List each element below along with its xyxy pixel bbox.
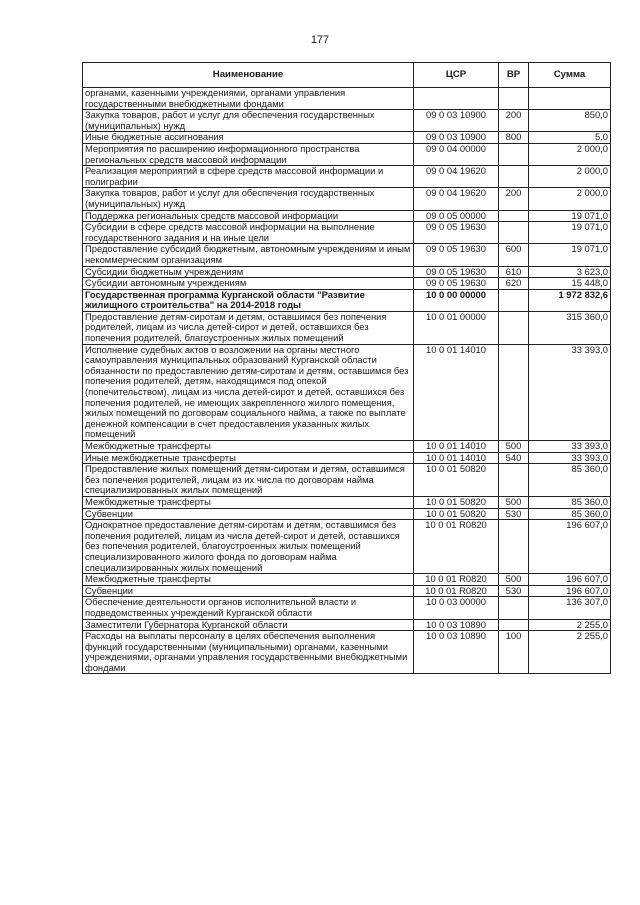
cell-sum: 85 360,0 bbox=[529, 464, 611, 497]
table-row bbox=[83, 266, 611, 278]
table-row bbox=[83, 597, 611, 619]
cell-csr: 09 0 05 19630 bbox=[414, 222, 499, 244]
header-name: Наименование bbox=[83, 63, 414, 88]
page-number: 177 bbox=[310, 34, 330, 46]
cell-vr: 100 bbox=[499, 631, 529, 674]
cell-vr: 200 bbox=[499, 188, 529, 210]
cell-sum: 136 307,0 bbox=[529, 597, 611, 619]
table-row bbox=[83, 311, 611, 344]
cell-csr: 10 0 01 R0820 bbox=[414, 574, 499, 586]
cell-csr: 09 0 03 10900 bbox=[414, 110, 499, 132]
cell-sum: 315 360,0 bbox=[529, 311, 611, 344]
cell-vr bbox=[499, 344, 529, 440]
table-row bbox=[83, 452, 611, 464]
cell-sum: 33 393,0 bbox=[529, 344, 611, 440]
cell-name: Поддержка региональных средств массовой информации bbox=[83, 210, 414, 222]
cell-sum: 1 972 832,6 bbox=[529, 289, 611, 311]
table-row bbox=[83, 464, 611, 497]
cell-name: Субвенции bbox=[83, 585, 414, 597]
table-row bbox=[83, 132, 611, 144]
cell-csr: 09 0 04 19620 bbox=[414, 188, 499, 210]
cell-csr: 10 0 03 10890 bbox=[414, 619, 499, 631]
table-row bbox=[83, 344, 611, 440]
cell-name: Иные межбюджетные трансферты bbox=[83, 452, 414, 464]
cell-vr bbox=[499, 210, 529, 222]
cell-csr: 10 0 01 00000 bbox=[414, 311, 499, 344]
cell-vr bbox=[499, 88, 529, 110]
cell-sum: 850,0 bbox=[529, 110, 611, 132]
cell-csr: 09 0 05 19630 bbox=[414, 266, 499, 278]
cell-vr bbox=[499, 222, 529, 244]
cell-name: органами, казенными учреждениями, органами управления государственными внебюджетными фондами bbox=[83, 88, 414, 110]
table-header-row bbox=[83, 63, 611, 88]
cell-name: Расходы на выплаты персоналу в целях обеспечения выполнения функций государственными (муниципальными) органами, казенными учреждениями, органами управления государственными внебюджетными фондами bbox=[83, 631, 414, 674]
cell-sum: 85 360,0 bbox=[529, 496, 611, 508]
cell-vr: 620 bbox=[499, 278, 529, 290]
cell-csr: 10 0 01 14010 bbox=[414, 344, 499, 440]
cell-csr: 10 0 01 R0820 bbox=[414, 585, 499, 597]
cell-vr bbox=[499, 166, 529, 188]
cell-sum: 33 393,0 bbox=[529, 452, 611, 464]
table-row bbox=[83, 244, 611, 266]
table-row bbox=[83, 222, 611, 244]
cell-csr: 10 0 00 00000 bbox=[414, 289, 499, 311]
table-row bbox=[83, 441, 611, 453]
cell-sum bbox=[529, 88, 611, 110]
cell-sum: 15 448,0 bbox=[529, 278, 611, 290]
cell-csr: 10 0 01 14010 bbox=[414, 441, 499, 453]
cell-sum: 5,0 bbox=[529, 132, 611, 144]
cell-sum: 2 000,0 bbox=[529, 166, 611, 188]
cell-csr: 10 0 01 R0820 bbox=[414, 520, 499, 574]
cell-name: Государственная программа Курганской области "Развитие жилищного строительства" на 2014-2018 годы bbox=[83, 289, 414, 311]
table-row bbox=[83, 210, 611, 222]
cell-vr: 530 bbox=[499, 585, 529, 597]
cell-csr: 09 0 05 00000 bbox=[414, 210, 499, 222]
cell-name: Закупка товаров, работ и услуг для обеспечения государственных (муниципальных) нужд bbox=[83, 110, 414, 132]
cell-sum: 2 000,0 bbox=[529, 143, 611, 165]
header-sum: Сумма bbox=[529, 63, 611, 88]
cell-name: Межбюджетные трансферты bbox=[83, 574, 414, 586]
cell-csr bbox=[414, 88, 499, 110]
cell-name: Предоставление субсидий бюджетным, автономным учреждениям и иным некоммерческим организациям bbox=[83, 244, 414, 266]
budget-table bbox=[82, 62, 611, 674]
cell-name: Исполнение судебных актов о возложении на органы местного самоуправления муниципальных образований Курганской области обязанности по предоставлению детям-сиротам и детям, оставшимся без попечения родителей, детям, находящимся под опекой (попечительством), лицам из числа детей-сирот и детей, оставшихся без попечения родителей, не имеющих закрепленного жилого помещения, жилых помещений по договорам социального найма, а также по выплате денежной компенсации в счет предоставления указанных жилых помещений bbox=[83, 344, 414, 440]
table-row bbox=[83, 278, 611, 290]
cell-vr bbox=[499, 464, 529, 497]
cell-name: Реализация мероприятий в сфере средств массовой информации и полиграфии bbox=[83, 166, 414, 188]
header-csr: ЦСР bbox=[414, 63, 499, 88]
cell-name: Межбюджетные трансферты bbox=[83, 441, 414, 453]
table-row bbox=[83, 166, 611, 188]
cell-csr: 10 0 01 50820 bbox=[414, 464, 499, 497]
cell-sum: 85 360,0 bbox=[529, 508, 611, 520]
cell-csr: 10 0 03 00000 bbox=[414, 597, 499, 619]
cell-vr bbox=[499, 289, 529, 311]
cell-sum: 19 071,0 bbox=[529, 244, 611, 266]
cell-vr: 500 bbox=[499, 441, 529, 453]
cell-name: Межбюджетные трансферты bbox=[83, 496, 414, 508]
cell-vr: 540 bbox=[499, 452, 529, 464]
table-row bbox=[83, 88, 611, 110]
table-row bbox=[83, 631, 611, 674]
cell-name: Иные бюджетные ассигнования bbox=[83, 132, 414, 144]
cell-vr: 500 bbox=[499, 496, 529, 508]
table-row bbox=[83, 508, 611, 520]
cell-name: Предоставление детям-сиротам и детям, оставшимся без попечения родителей, лицам из числа детей-сирот и детей, оставшихся без попечения родителей, благоустроенных жилых помещений bbox=[83, 311, 414, 344]
cell-name: Закупка товаров, работ и услуг для обеспечения государственных (муниципальных) нужд bbox=[83, 188, 414, 210]
cell-sum: 2 000,0 bbox=[529, 188, 611, 210]
cell-vr bbox=[499, 619, 529, 631]
cell-name: Однократное предоставление детям-сиротам и детям, оставшимся без попечения родителей, лицам из числа детей-сирот и детей, оставшихся без попечения родителей, благоустроенных жилых помещений специализированного жилого фонда по договорам найма специализированных жилых помещений bbox=[83, 520, 414, 574]
table-row bbox=[83, 143, 611, 165]
table-row bbox=[83, 520, 611, 574]
cell-vr: 800 bbox=[499, 132, 529, 144]
cell-vr bbox=[499, 520, 529, 574]
cell-vr: 600 bbox=[499, 244, 529, 266]
cell-csr: 09 0 05 19630 bbox=[414, 244, 499, 266]
cell-vr bbox=[499, 143, 529, 165]
cell-sum: 196 607,0 bbox=[529, 520, 611, 574]
cell-name: Мероприятия по расширению информационного пространства региональных средств массовой информации bbox=[83, 143, 414, 165]
cell-sum: 33 393,0 bbox=[529, 441, 611, 453]
cell-csr: 10 0 01 50820 bbox=[414, 508, 499, 520]
cell-sum: 19 071,0 bbox=[529, 210, 611, 222]
cell-name: Субсидии в сфере средств массовой информации на выполнение государственного задания и на иные цели bbox=[83, 222, 414, 244]
cell-vr: 610 bbox=[499, 266, 529, 278]
cell-vr: 530 bbox=[499, 508, 529, 520]
cell-name: Субсидии автономным учреждениям bbox=[83, 278, 414, 290]
cell-sum: 2 255,0 bbox=[529, 619, 611, 631]
cell-sum: 196 607,0 bbox=[529, 585, 611, 597]
cell-vr: 500 bbox=[499, 574, 529, 586]
table-row bbox=[83, 289, 611, 311]
cell-name: Субвенции bbox=[83, 508, 414, 520]
table-row bbox=[83, 496, 611, 508]
cell-sum: 3 623,0 bbox=[529, 266, 611, 278]
cell-csr: 09 0 04 19620 bbox=[414, 166, 499, 188]
table-row bbox=[83, 188, 611, 210]
cell-name: Заместители Губернатора Курганской области bbox=[83, 619, 414, 631]
table-row bbox=[83, 585, 611, 597]
table-row bbox=[83, 619, 611, 631]
table-row bbox=[83, 110, 611, 132]
cell-csr: 10 0 03 10890 bbox=[414, 631, 499, 674]
cell-sum: 196 607,0 bbox=[529, 574, 611, 586]
cell-csr: 10 0 01 14010 bbox=[414, 452, 499, 464]
cell-csr: 10 0 01 50820 bbox=[414, 496, 499, 508]
cell-vr: 200 bbox=[499, 110, 529, 132]
cell-sum: 2 255,0 bbox=[529, 631, 611, 674]
cell-name: Обеспечение деятельности органов исполнительной власти и подведомственных учреждений Курганской области bbox=[83, 597, 414, 619]
cell-name: Предоставление жилых помещений детям-сиротам и детям, оставшимся без попечения родителей, лицам из их числа по договорам найма специализированных жилых помещений bbox=[83, 464, 414, 497]
cell-csr: 09 0 04 00000 bbox=[414, 143, 499, 165]
cell-name: Субсидии бюджетным учреждениям bbox=[83, 266, 414, 278]
cell-vr bbox=[499, 597, 529, 619]
table-row bbox=[83, 574, 611, 586]
cell-vr bbox=[499, 311, 529, 344]
cell-csr: 09 0 05 19630 bbox=[414, 278, 499, 290]
header-vr: ВР bbox=[499, 63, 529, 88]
cell-sum: 19 071,0 bbox=[529, 222, 611, 244]
cell-csr: 09 0 03 10900 bbox=[414, 132, 499, 144]
